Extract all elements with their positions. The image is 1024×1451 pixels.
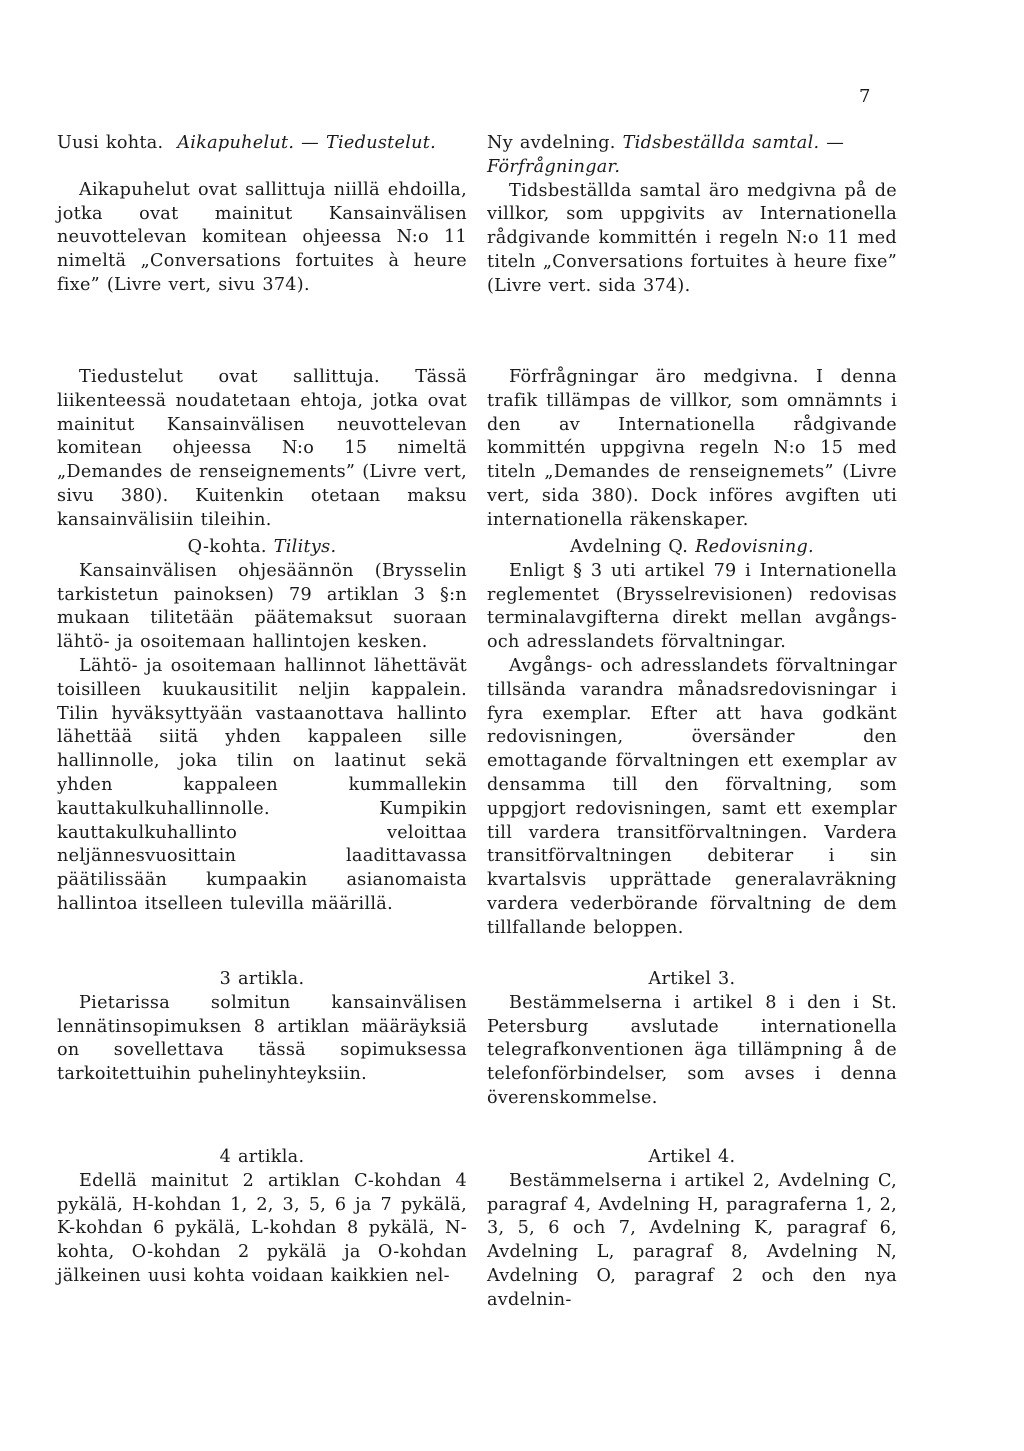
fi-section-article-3 xyxy=(57,968,467,1087)
sv-paragraph: Förfrågningar äro medgivna. I denna trafik tillämpas de villkor, som omnämnts i den av Internationella rådgivande kommittén uppgivna regeln N:o 15 med titeln „Demandes de renseignemets” (Livre vert, sida 380). Dock införes avgiften uti internationella räkenskaper. xyxy=(487,367,897,530)
fi-article-heading: 4 artikla. xyxy=(219,1147,305,1167)
sv-paragraph: Bestämmelserna i artikel 8 i den i St. Petersburg avslutade internationella telegrafkonventionen äga tillämpning å de telefonförbindelser, som avses i denna överenskommelse. xyxy=(487,992,897,1108)
sv-heading-label: Ny avdelning. xyxy=(487,133,616,153)
sv-section-new-division xyxy=(487,132,897,299)
fi-section-article-4 xyxy=(57,1146,467,1289)
sv-paragraph: Bestämmelserna i artikel 2, Avdelning C, paragraf 4, Avdelning H, paragraferna 1, 2, 3, 5, 6 och 7, Avdelning K, paragraf 6, Avdelning L, paragraf 8, Avdelning N, Avdelning O, paragraf 2 och den nya avdelnin- xyxy=(487,1170,897,1310)
fi-article-heading: 3 artikla. xyxy=(219,969,305,989)
sv-heading-label: Avdelning Q. xyxy=(570,537,689,557)
page-number: 7 xyxy=(859,86,871,107)
sv-paragraph: Avgångs- och adresslandets förvaltningar tillsända varandra månadsredovisningar i fyra exemplar. Efter att hava godkänt redovisningen, översänder den emottagande förvaltningen ett exemplar av densamma till den förvaltning, som uppgjort redovisningen, samt ett exemplar till vardera transitförvaltningen. Vardera transitförvaltningen debiterar i sin kvartalsvis upprättade generalavräkning vardera vederbörande förvaltning de dem tillfallande beloppen. xyxy=(487,655,897,938)
fi-section-accounting xyxy=(57,536,467,917)
fi-section-inquiries xyxy=(57,366,467,533)
sv-heading-title: Redovisning. xyxy=(695,537,814,557)
fi-heading-label: Uusi kohta. xyxy=(57,133,164,153)
fi-paragraph: Tiedustelut ovat sallittuja. Tässä liikenteessä noudatetaan ehtoja, jotka ovat mainitut Kansainvälisen neuvottelevan komitean ohjeessa N:o 15 nimeltä „Demandes de renseignements” (Livre vert, sivu 380). Kuitenkin otetaan maksu kansainvälisiin tileihin. xyxy=(57,367,467,530)
sv-section-accounting xyxy=(487,536,897,941)
fi-section-heading xyxy=(57,132,467,156)
fi-heading-title: Tilitys. xyxy=(273,537,337,557)
sv-section-article-3 xyxy=(487,968,897,1111)
fi-heading-title: Aikapuhelut. — Tiedustelut. xyxy=(177,133,437,153)
sv-paragraph: Enligt § 3 uti artikel 79 i Internationella reglementet (Brysselrevisionen) redovisas terminalavgifterna direkt mellan avgångs- och adresslandets förvaltningar. xyxy=(487,560,897,653)
sv-section-heading xyxy=(487,536,897,560)
sv-paragraph: Tidsbeställda samtal äro medgivna på de villkor, som uppgivits av Internationella rådgivande kommittén i regeln N:o 11 med titeln „Conversations fortuites à heure fixe” (Livre vert. sida 374). xyxy=(487,180,897,296)
sv-heading-title: Tidsbeställda samtal. — Förfrågningar. xyxy=(487,133,845,177)
sv-section-inquiries xyxy=(487,366,897,533)
fi-paragraph: Kansainvälisen ohjesäännön (Brysselin tarkistetun painoksen) 79 artiklan 3 §:n mukaan tilitetään päätemaksut suoraan lähtö- ja osoitemaan hallintojen kesken. xyxy=(57,560,467,653)
fi-paragraph: Edellä mainitut 2 artiklan C-kohdan 4 pykälä, H-kohdan 1, 2, 3, 5, 6 ja 7 pykälä, K-kohdan 6 pykälä, L-kohdan 8 pykälä, N-kohta, O-kohdan 2 pykälä ja O-kohdan jälkeinen uusi kohta voidaan kaikkien nel- xyxy=(57,1170,467,1286)
fi-section-new-item xyxy=(57,132,467,298)
fi-heading-label: Q-kohta. xyxy=(187,537,267,557)
fi-paragraph: Lähtö- ja osoitemaan hallinnot lähettävät toisilleen kuukausitilit neljin kappalein. Tilin hyväksyttyään vastaanottava hallinto lähettää siitä yhden kappaleen sille hallinnolle, joka tilin on laatinut sekä yhden kappaleen kummallekin kauttakulkuhallinnolle. Kumpikin kauttakulkuhallinto veloittaa neljännesvuosittain laadittavassa päätilissään kumpaakin asianomaista hallintoa itselleen tulevilla määrillä. xyxy=(57,655,467,914)
fi-paragraph: Pietarissa solmitun kansainvälisen lennätinsopimuksen 8 artiklan määräyksiä on sovellettava tässä sopimuksessa tarkoitettuihin puhelinyhteyksiin. xyxy=(57,992,467,1085)
fi-paragraph: Aikapuhelut ovat sallittuja niillä ehdoilla, jotka ovat mainitut Kansainvälisen neuvottelevan komitean ohjeessa N:o 11 nimeltä „Conversations fortuites à heure fixe” (Livre vert, sivu 374). xyxy=(57,179,467,295)
fi-section-heading xyxy=(57,536,467,560)
sv-article-heading: Artikel 4. xyxy=(648,1147,736,1167)
sv-section-heading xyxy=(487,132,897,180)
sv-section-article-4 xyxy=(487,1146,897,1313)
sv-article-heading: Artikel 3. xyxy=(648,969,736,989)
